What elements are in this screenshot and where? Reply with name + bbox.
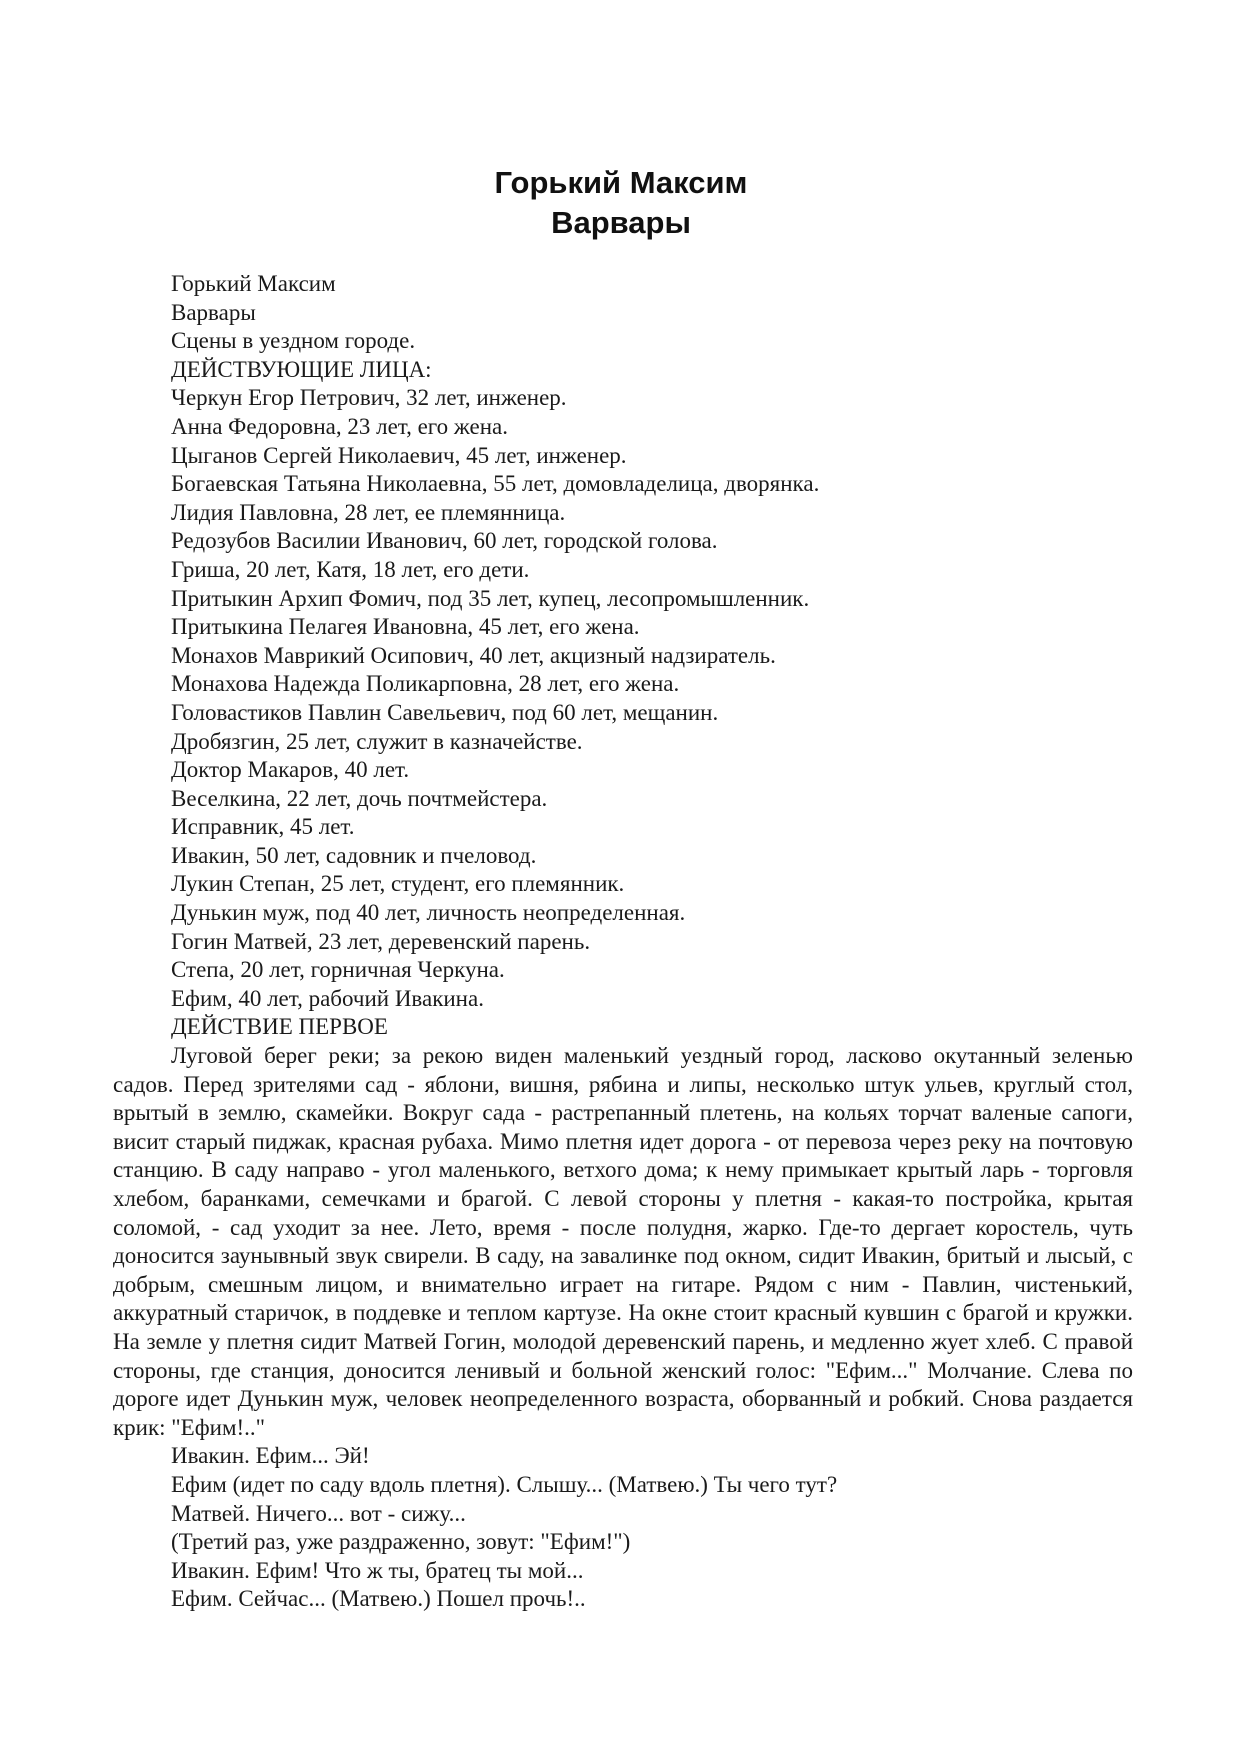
cast-entry: Ивакин, 50 лет, садовник и пчеловод. [171,842,537,868]
dialogue-line: (Третий раз, уже раздраженно, зовут: "Ефим!") [171,1529,631,1555]
cast-entry: Ефим, 40 лет, рабочий Ивакина. [171,985,484,1011]
cast-entry: Притыкина Пелагея Ивановна, 45 лет, его жена. [171,614,640,640]
cast-entry: Веселкина, 22 лет, дочь почтмейстера. [171,785,548,811]
cast-entry: Притыкин Архип Фомич, под 35 лет, купец, лесопромышленник. [171,585,810,611]
cast-entry: Монахов Маврикий Осипович, 40 лет, акцизный надзиратель. [171,642,776,668]
cast-entry: Дунькин муж, под 40 лет, личность неопределенная. [171,900,686,926]
cast-entry: Богаевская Татьяна Николаевна, 55 лет, домовладелица, дворянка. [171,471,820,497]
title-heading: Варвары [551,205,691,240]
document-title-block [0,163,1242,243]
intro-line: Варвары [171,299,256,325]
document-body [113,270,1133,1614]
cast-entry: Черкун Егор Петрович, 32 лет, инженер. [171,385,567,411]
cast-entry: Лидия Павловна, 28 лет, ее племянница. [171,499,566,525]
cast-entry: Доктор Макаров, 40 лет. [171,757,410,783]
cast-entry: Гриша, 20 лет, Катя, 18 лет, его дети. [171,556,530,582]
intro-line: Горький Максим [171,271,336,296]
act-heading: ДЕЙСТВИЕ ПЕРВОЕ [171,1014,388,1040]
stage-direction-paragraph: Луговой берег реки; за рекою виден маленький уездный город, ласково окутанный зеленью садов. Перед зрителями сад - яблони, вишня, рябина и липы, несколько штук ульев, круглый стол, врытый в землю, скамейки. Вокруг сада - растрепанный плетень, на кольях торчат валеные сапоги, висит старый пиджак, красная рубаха. Мимо плетня идет дорога - от перевоза через реку на почтовую станцию. В саду направо - угол маленького, ветхого дома; к нему примыкает крытый ларь - торговля хлебом, баранками, семечками и брагой. С левой стороны у плетня - какая-то постройка, крытая соломой, - сад уходит за нее. Лето, время - после полудня, жарко. Где-то дергает коростель, чуть доносится заунывный звук свирели. В саду, на завалинке под окном, сидит Ивакин, бритый и лысый, с добрым, смешным лицом, и внимательно играет на гитаре. Рядом с ним - Павлин, чистенький, аккуратный старичок, в поддевке и теплом картузе. На окне стоит красный кувшин с брагой и кружки. На земле у плетня сидит Матвей Гогин, молодой деревенский парень, и медленно жует хлеб. С правой стороны, где станция, доносится ленивый и больной женский голос: "Ефим..." Молчание. Слева по дороге идет Дунькин муж, человек неопределенного возраста, оборванный и робкий. Снова раздается крик: "Ефим!.." [113,1043,1133,1440]
cast-heading: ДЕЙСТВУЮЩИЕ ЛИЦА: [171,356,432,382]
cast-entry: Цыганов Сергей Николаевич, 45 лет, инженер. [171,442,627,468]
cast-entry: Лукин Степан, 25 лет, студент, его племянник. [171,871,625,897]
cast-entry: Анна Федоровна, 23 лет, его жена. [171,413,508,439]
author-heading: Горький Максим [494,165,748,200]
cast-entry: Дробязгин, 25 лет, служит в казначействе. [171,728,583,754]
dialogue-line: Ефим. Сейчас... (Матвею.) Пошел прочь!.. [171,1586,586,1612]
dialogue-line: Матвей. Ничего... вот - сижу... [171,1500,466,1526]
dialogue-line: Ефим (идет по саду вдоль плетня). Слышу... (Матвею.) Ты чего тут? [171,1471,838,1497]
cast-entry: Гогин Матвей, 23 лет, деревенский парень. [171,928,591,954]
cast-entry: Степа, 20 лет, горничная Черкуна. [171,957,505,983]
cast-entry: Редозубов Василии Иванович, 60 лет, городской голова. [171,528,718,554]
dialogue-line: Ивакин. Ефим... Эй! [171,1443,370,1469]
cast-entry: Монахова Надежда Поликарповна, 28 лет, его жена. [171,671,680,697]
dialogue-line: Ивакин. Ефим! Что ж ты, братец ты мой... [171,1557,584,1583]
cast-entry: Головастиков Павлин Савельевич, под 60 лет, мещанин. [171,699,719,725]
intro-line: Сцены в уездном городе. [171,328,416,354]
cast-entry: Исправник, 45 лет. [171,814,355,840]
